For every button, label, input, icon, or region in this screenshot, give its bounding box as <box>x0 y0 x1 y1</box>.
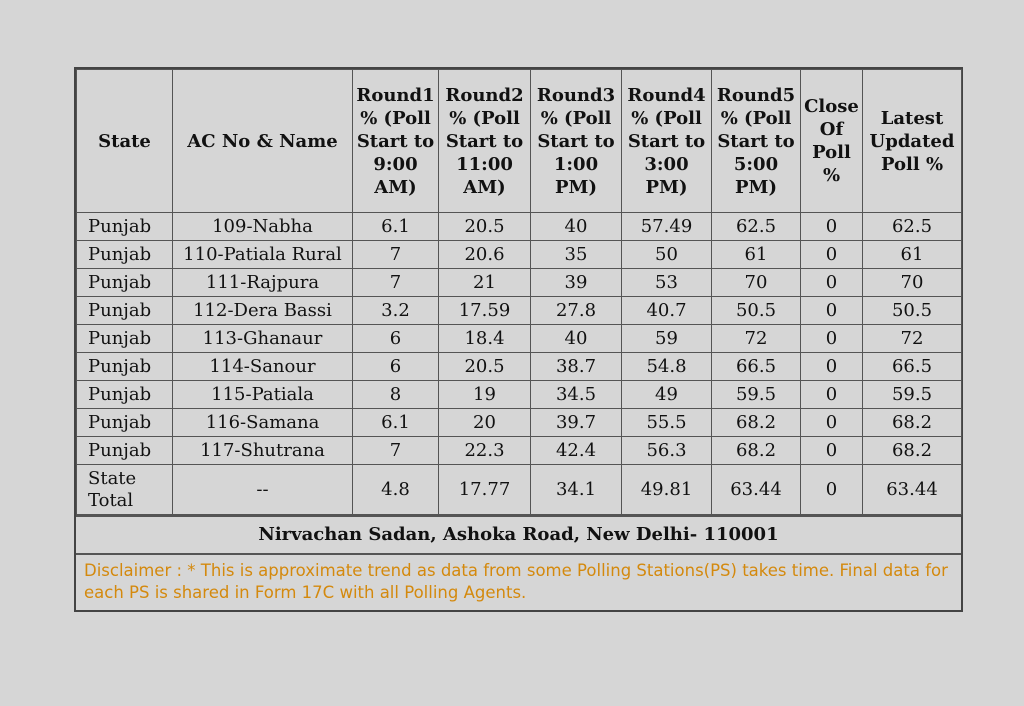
cell-round1: 6 <box>353 325 439 353</box>
table-row <box>77 381 962 409</box>
cell-round5: 72 <box>712 325 801 353</box>
table-row <box>77 437 962 465</box>
cell-state: Punjab <box>77 437 173 465</box>
cell-ac-name: 113-Ghanaur <box>173 325 353 353</box>
cell-round5: 50.5 <box>712 297 801 325</box>
cell-round2: 17.77 <box>439 465 531 515</box>
cell-round1: 6.1 <box>353 409 439 437</box>
cell-latest-poll: 66.5 <box>863 353 962 381</box>
table-row <box>77 213 962 241</box>
cell-round2: 17.59 <box>439 297 531 325</box>
cell-close-of-poll: 0 <box>801 381 863 409</box>
cell-round2: 20.6 <box>439 241 531 269</box>
cell-round3: 40 <box>531 213 622 241</box>
cell-round5: 61 <box>712 241 801 269</box>
table-row <box>77 353 962 381</box>
cell-close-of-poll: 0 <box>801 241 863 269</box>
cell-ac-name: 114-Sanour <box>173 353 353 381</box>
cell-ac-name: 117-Shutrana <box>173 437 353 465</box>
cell-close-of-poll: 0 <box>801 213 863 241</box>
cell-round1: 8 <box>353 381 439 409</box>
header-round2: Round2 % (Poll Start to 11:00 AM) <box>439 70 531 213</box>
cell-round4: 40.7 <box>622 297 712 325</box>
cell-round2: 21 <box>439 269 531 297</box>
cell-state: Punjab <box>77 409 173 437</box>
cell-round1: 3.2 <box>353 297 439 325</box>
cell-close-of-poll: 0 <box>801 269 863 297</box>
cell-round3: 27.8 <box>531 297 622 325</box>
cell-round4: 50 <box>622 241 712 269</box>
cell-round3: 39 <box>531 269 622 297</box>
cell-round3: 34.1 <box>531 465 622 515</box>
header-close-of-poll: Close Of Poll % <box>801 70 863 213</box>
cell-state: Punjab <box>77 213 173 241</box>
cell-round3: 38.7 <box>531 353 622 381</box>
cell-round4: 49.81 <box>622 465 712 515</box>
cell-ac-name: 115-Patiala <box>173 381 353 409</box>
cell-round3: 35 <box>531 241 622 269</box>
cell-round3: 40 <box>531 325 622 353</box>
cell-round4: 56.3 <box>622 437 712 465</box>
cell-round4: 54.8 <box>622 353 712 381</box>
poll-table-panel <box>74 67 963 612</box>
poll-percentage-table <box>76 69 962 515</box>
cell-round4: 53 <box>622 269 712 297</box>
table-row <box>77 409 962 437</box>
cell-ac-name: 110-Patiala Rural <box>173 241 353 269</box>
cell-state: Punjab <box>77 381 173 409</box>
cell-round1: 7 <box>353 437 439 465</box>
cell-round1: 7 <box>353 269 439 297</box>
cell-ac-name: 112-Dera Bassi <box>173 297 353 325</box>
table-row <box>77 241 962 269</box>
cell-state: Punjab <box>77 353 173 381</box>
cell-round2: 20 <box>439 409 531 437</box>
cell-state: Punjab <box>77 241 173 269</box>
header-ac-name: AC No & Name <box>173 70 353 213</box>
cell-round5: 68.2 <box>712 437 801 465</box>
cell-close-of-poll: 0 <box>801 409 863 437</box>
cell-latest-poll: 70 <box>863 269 962 297</box>
cell-round5: 59.5 <box>712 381 801 409</box>
state-total-row <box>77 465 962 515</box>
header-latest-poll: Latest Updated Poll % <box>863 70 962 213</box>
cell-round5: 66.5 <box>712 353 801 381</box>
table-row <box>77 297 962 325</box>
cell-round1: 4.8 <box>353 465 439 515</box>
cell-round3: 39.7 <box>531 409 622 437</box>
cell-round1: 6.1 <box>353 213 439 241</box>
cell-close-of-poll: 0 <box>801 353 863 381</box>
cell-close-of-poll: 0 <box>801 437 863 465</box>
header-row <box>77 70 962 213</box>
cell-latest-poll: 72 <box>863 325 962 353</box>
cell-round3: 34.5 <box>531 381 622 409</box>
cell-round3: 42.4 <box>531 437 622 465</box>
cell-latest-poll: 63.44 <box>863 465 962 515</box>
cell-latest-poll: 62.5 <box>863 213 962 241</box>
cell-latest-poll: 68.2 <box>863 409 962 437</box>
cell-ac-name: -- <box>173 465 353 515</box>
cell-round5: 68.2 <box>712 409 801 437</box>
cell-round2: 20.5 <box>439 353 531 381</box>
cell-state-total-label: State Total <box>77 465 173 515</box>
cell-round2: 20.5 <box>439 213 531 241</box>
address-footer: Nirvachan Sadan, Ashoka Road, New Delhi- 110001 <box>76 515 961 553</box>
cell-round1: 6 <box>353 353 439 381</box>
cell-close-of-poll: 0 <box>801 325 863 353</box>
cell-latest-poll: 68.2 <box>863 437 962 465</box>
table-row <box>77 269 962 297</box>
header-round4: Round4 % (Poll Start to 3:00 PM) <box>622 70 712 213</box>
header-round1: Round1 % (Poll Start to 9:00 AM) <box>353 70 439 213</box>
cell-round1: 7 <box>353 241 439 269</box>
cell-ac-name: 111-Rajpura <box>173 269 353 297</box>
table-row <box>77 325 962 353</box>
cell-round5: 62.5 <box>712 213 801 241</box>
cell-latest-poll: 59.5 <box>863 381 962 409</box>
cell-round4: 59 <box>622 325 712 353</box>
cell-state: Punjab <box>77 269 173 297</box>
disclaimer-text: Disclaimer : * This is approximate trend as data from some Polling Stations(PS) takes time. Final data for each PS is shared in Form 17C with all Polling Agents. <box>76 553 961 610</box>
cell-ac-name: 116-Samana <box>173 409 353 437</box>
cell-close-of-poll: 0 <box>801 465 863 515</box>
cell-round5: 63.44 <box>712 465 801 515</box>
cell-round2: 18.4 <box>439 325 531 353</box>
cell-state: Punjab <box>77 325 173 353</box>
cell-round5: 70 <box>712 269 801 297</box>
cell-latest-poll: 50.5 <box>863 297 962 325</box>
cell-round4: 57.49 <box>622 213 712 241</box>
header-round3: Round3 % (Poll Start to 1:00 PM) <box>531 70 622 213</box>
cell-round4: 55.5 <box>622 409 712 437</box>
cell-round4: 49 <box>622 381 712 409</box>
cell-ac-name: 109-Nabha <box>173 213 353 241</box>
cell-latest-poll: 61 <box>863 241 962 269</box>
cell-close-of-poll: 0 <box>801 297 863 325</box>
header-state: State <box>77 70 173 213</box>
header-round5: Round5 % (Poll Start to 5:00 PM) <box>712 70 801 213</box>
cell-state: Punjab <box>77 297 173 325</box>
cell-round2: 22.3 <box>439 437 531 465</box>
cell-round2: 19 <box>439 381 531 409</box>
